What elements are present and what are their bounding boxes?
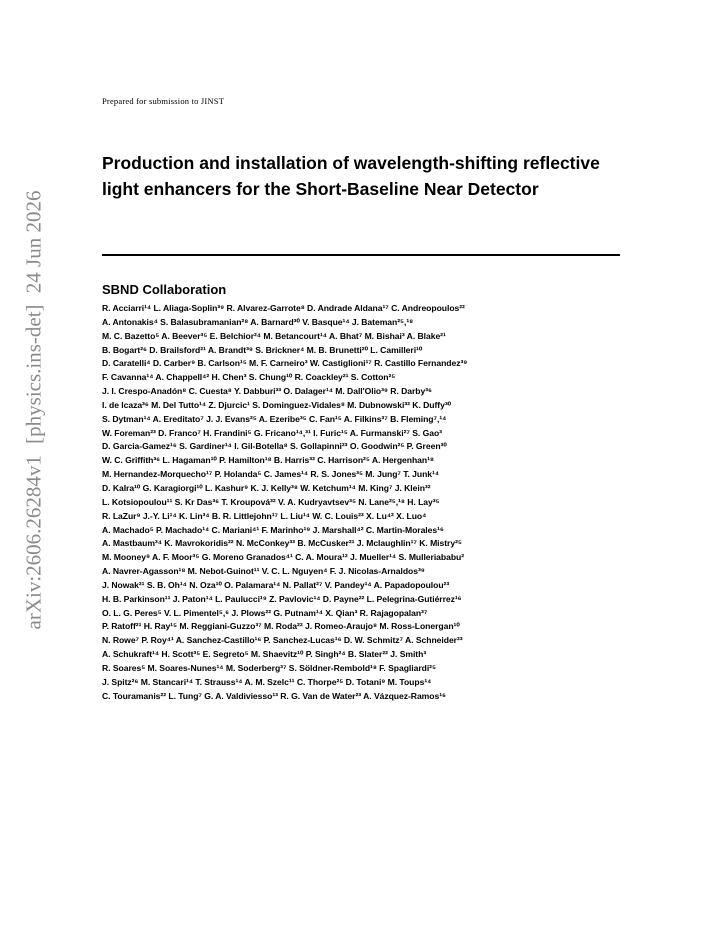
arxiv-category: [physics.ins-det] bbox=[21, 304, 46, 444]
author-line: R. Soares⁵ M. Soares-Nunes¹⁴ M. Soderberg³⁷ S. Söldner-Rembold¹⁸ F. Spagliardi²⁵ bbox=[102, 662, 436, 673]
author-line: M. C. Bazetto⁵ A. Beever³⁵ E. Belchior²⁴ M. Betancourt¹⁴ A. Bhat⁷ M. Bishai³ A. Blake²¹ bbox=[102, 330, 446, 341]
author-line: F. Cavanna¹⁴ A. Chappell⁴² H. Chen³ S. Chung¹⁰ R. Coackley²¹ S. Cotton²⁵ bbox=[102, 372, 396, 383]
author-line: J. Nowak²¹ S. B. Oh¹⁴ N. Oza¹⁰ O. Palamara¹⁴ N. Pallat²⁷ V. Pandey¹⁴ A. Papadopoulou²³ bbox=[102, 579, 450, 590]
author-line: D. Garcia-Gamez¹⁶ S. Gardiner¹⁴ I. Gil-Botella⁸ S. Gollapinni²³ O. Goodwin²⁵ P. Green³⁰ bbox=[102, 441, 447, 452]
author-line: N. Rowe⁷ P. Roy⁴¹ A. Sanchez-Castillo¹⁶ P. Sanchez-Lucas¹⁶ D. W. Schmitz⁷ A. Schneider²³ bbox=[102, 635, 463, 646]
author-line: J. Spitz²⁶ M. Stancari¹⁴ T. Strauss¹⁴ A. M. Szelc¹¹ C. Thorpe²⁵ D. Totani⁹ M. Toups¹⁴ bbox=[102, 676, 432, 687]
arxiv-id[interactable]: arXiv:2606.26284v1 bbox=[21, 455, 46, 630]
author-line: W. Foreman²³ D. Franco⁷ H. Frandini⁵ G. Fricano¹⁴,³¹ I. Furic¹⁵ A. Furmanski²⁷ S. Gao³ bbox=[102, 427, 442, 438]
author-line: O. L. G. Peres⁵ V. L. Pimentel⁵,⁶ J. Plows²² G. Putnam¹⁴ X. Qian³ R. Rajagopalan³⁷ bbox=[102, 607, 428, 618]
author-list bbox=[102, 302, 622, 703]
author-line: A. Antonakis⁴ S. Balasubramanian²⁸ A. Barnard³⁰ V. Basque¹⁴ J. Bateman²⁵,¹⁸ bbox=[102, 316, 414, 327]
author-line: A. Mastbaum³⁴ K. Mavrokoridis²² N. McConkey³³ B. McCusker²¹ J. Mclaughlin¹⁷ K. Mistry²⁵ bbox=[102, 538, 462, 549]
author-line: W. C. Griffith³⁶ L. Hagaman¹⁰ P. Hamilton¹⁸ B. Harris³² C. Harrison²⁵ A. Hergenhan¹⁸ bbox=[102, 455, 434, 466]
collaboration-name: SBND Collaboration bbox=[102, 282, 227, 297]
author-line: C. Touramanis²² L. Tung⁷ G. A. Valdiviesso¹³ R. G. Van de Water²³ A. Vázquez-Ramos¹⁶ bbox=[102, 690, 446, 701]
preprint-note-text: Prepared for submission to JINST bbox=[102, 96, 225, 106]
author-line: S. Dytman¹⁴ A. Ereditato⁷ J. J. Evans²⁵ A. Ezeribe³⁵ C. Fan¹⁵ A. Filkins³⁷ B. Fleming⁷,¹⁴ bbox=[102, 413, 447, 424]
author-line: I. de Icaza³⁶ M. Del Tutto¹⁴ Z. Djurcic¹ S. Dominguez-Vidales⁸ M. Dubnowski³² K. Duffy³⁰ bbox=[102, 399, 452, 410]
author-line: D. Kalra¹⁰ G. Karagiorgi¹⁰ L. Kashur⁹ K. J. Kelly³⁸ W. Ketchum¹⁴ M. King⁷ J. Klein³² bbox=[102, 482, 431, 493]
preprint-note bbox=[102, 96, 224, 106]
author-line: A. Machado⁵ P. Machado¹⁴ C. Mariani⁴¹ F. Marinho¹⁹ J. Marshall⁴² C. Martin-Morales¹⁶ bbox=[102, 524, 444, 535]
author-line: A. Schukraft¹⁴ H. Scott³⁵ E. Segreto⁵ M. Shaevitz¹⁰ P. Singh²⁴ B. Slater²² J. Smith³ bbox=[102, 649, 427, 660]
arxiv-stamp bbox=[22, 188, 47, 633]
author-line: B. Bogart²⁶ D. Brailsford²¹ A. Brandt³⁹ S. Brickner⁴ M. B. Brunetti²⁰ L. Camilleri¹⁰ bbox=[102, 344, 423, 355]
author-line: R. Acciarri¹⁴ L. Aliaga-Soplin³⁹ R. Alvarez-Garrote⁸ D. Andrade Aldana¹⁷ C. Andreopoulos²² bbox=[102, 303, 465, 313]
author-line: L. Kotsiopoulou¹¹ S. Kr Das³⁶ T. Kroupová³² V. A. Kudryavtsev³⁵ N. Lane²⁵,¹⁸ H. Lay³⁵ bbox=[102, 496, 440, 507]
title-divider bbox=[102, 254, 620, 256]
author-line: M. Mooney⁹ A. F. Moor³⁵ G. Moreno Granados⁴¹ C. A. Moura¹² J. Mueller¹⁴ S. Mulleriababu² bbox=[102, 552, 465, 563]
author-line: P. Ratoff²¹ H. Ray¹⁵ M. Reggiani-Guzzo³⁷ M. Roda²² J. Romeo-Araujo⁸ M. Ross-Lonergan¹⁰ bbox=[102, 621, 460, 632]
author-line: J. I. Crespo-Anadón⁸ C. Cuesta⁸ Y. Dabburi³³ O. Dalager¹⁴ M. Dall'Olio³⁹ R. Darby³⁶ bbox=[102, 386, 432, 397]
author-line: R. LaZur⁹ J.-Y. Li¹⁴ K. Lin³⁴ B. R. Littlejohn¹⁷ L. Liu¹⁴ W. C. Louis²³ X. Lu⁴² X. Luo⁴ bbox=[102, 510, 427, 521]
author-line: A. Navrer-Agasson¹⁸ M. Nebot-Guinot¹¹ V. C. L. Nguyen⁴ F. J. Nicolas-Arnaldos³⁹ bbox=[102, 566, 425, 577]
paper-title: Production and installation of wavelength-shifting reflective light enhancers for the Short-Baseline Near Detector bbox=[102, 153, 600, 199]
author-line: H. B. Parkinson¹¹ J. Paton¹⁴ L. Paulucci¹⁹ Z. Pavlovic¹⁴ D. Payne²² L. Pelegrina-Gutiérrez¹⁶ bbox=[102, 593, 462, 604]
arxiv-date: 24 Jun 2026 bbox=[21, 190, 46, 294]
author-line: M. Hernandez-Morquecho¹⁷ P. Holanda⁵ C. James¹⁴ R. S. Jones³⁵ M. Jung⁷ T. Junk¹⁴ bbox=[102, 469, 440, 480]
author-line: D. Caratelli⁴ D. Carber⁹ B. Carlson¹⁵ M. F. Carneiro³ W. Castiglioni¹⁷ R. Castillo Fernandez³⁹ bbox=[102, 358, 468, 369]
